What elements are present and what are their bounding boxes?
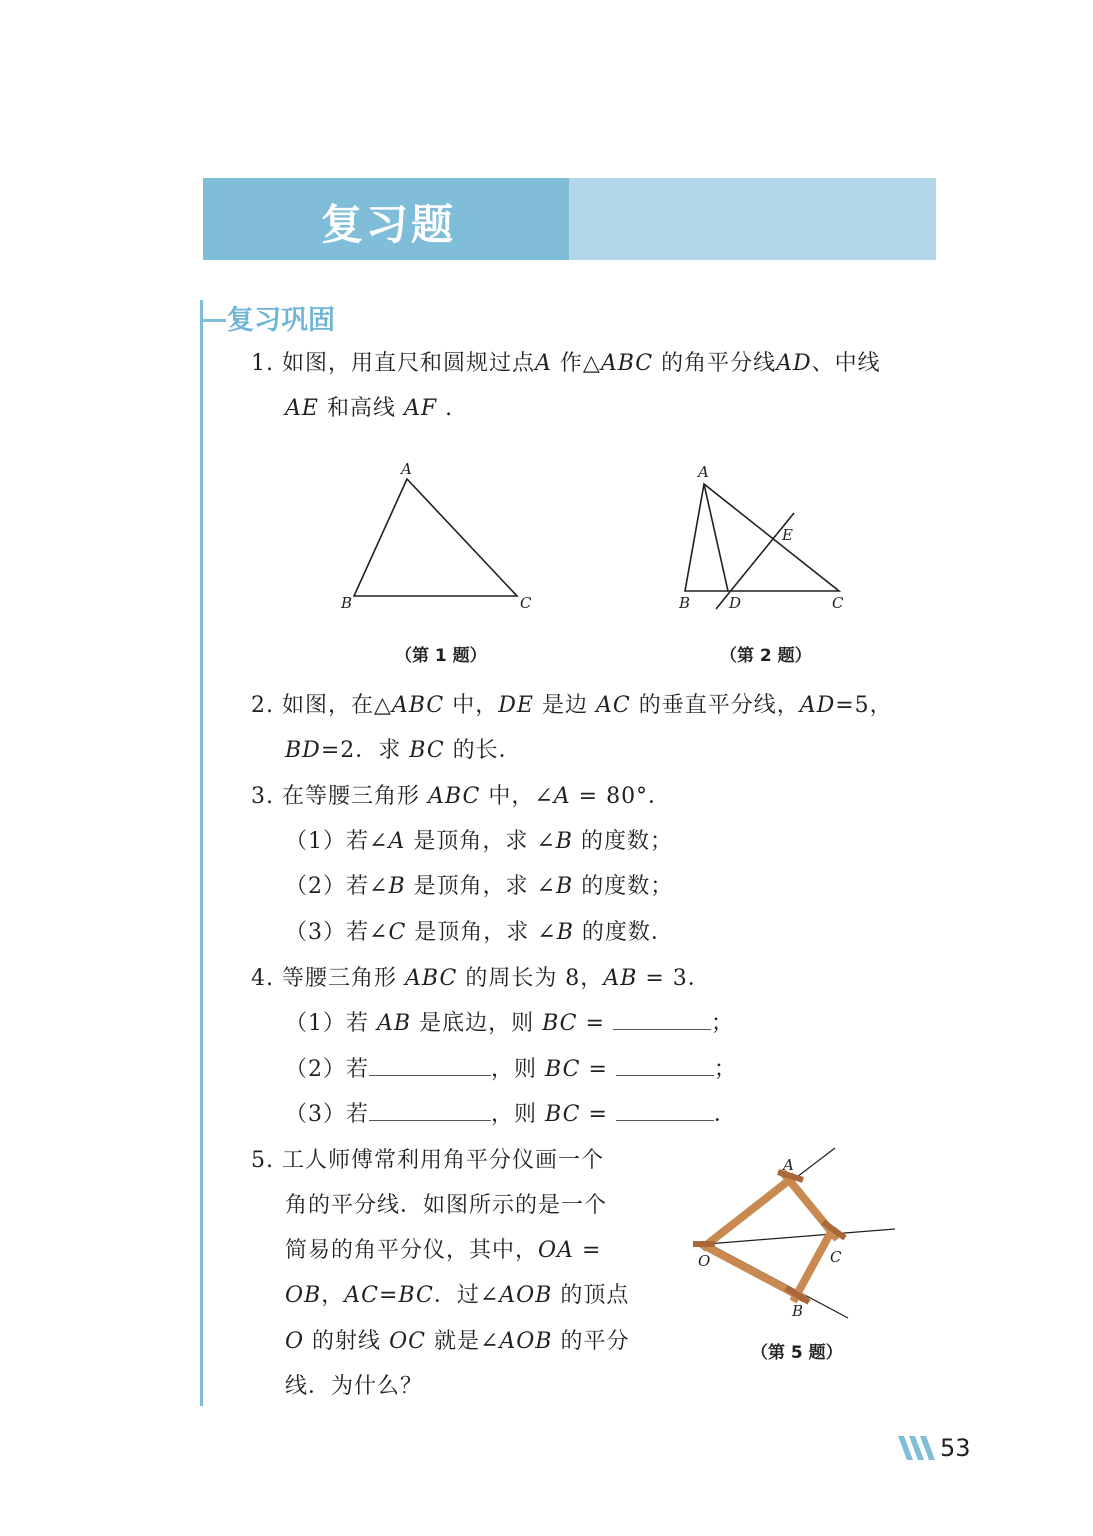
q2-math: AC (595, 693, 631, 718)
q1-triangle-abc: ABC (600, 351, 654, 376)
q2-text: =2．求 (320, 738, 402, 763)
q5-text: = (581, 1238, 602, 1263)
q4-text: ，则 (491, 1102, 538, 1127)
fig1-caption: （第 1 题） (395, 646, 487, 666)
q5-line-6 (285, 1372, 423, 1402)
q2-math: ABC (391, 693, 445, 718)
q1-text: 、中线 (811, 351, 881, 376)
q1-line-1 (251, 349, 881, 379)
fig1-label-b: B (341, 594, 353, 612)
q4-math: BC (542, 1011, 578, 1036)
q1-segment-af: AF (403, 396, 438, 421)
q3-math: B (556, 874, 574, 899)
q1-segment-ad: AD (776, 351, 812, 376)
q1-text: . (445, 396, 454, 421)
q1-segment-ae: AE (285, 396, 319, 421)
q2-math: BD (285, 738, 321, 763)
q5-text: 的顶点 (560, 1283, 630, 1308)
q3-text: （2）若∠ (285, 874, 389, 899)
q2-math: BC (409, 738, 445, 763)
q5-text: 简易的角平分仪，其中， (285, 1238, 539, 1263)
q3-text: 的度数． (581, 920, 674, 945)
q4-text: ； (713, 1057, 737, 1082)
q3-text: 的度数； (581, 874, 674, 899)
q4-math: BC (545, 1057, 581, 1082)
q5-line-5 (285, 1327, 629, 1357)
q3-text: 中，∠ (488, 784, 554, 809)
q5-math: BC (398, 1283, 434, 1308)
fig5-label-c: C (830, 1248, 842, 1266)
q5-text: 的射线 (312, 1329, 382, 1354)
q5-math: AC (344, 1283, 379, 1308)
q2-text: 中， (452, 693, 499, 718)
q4-number: 4. (251, 966, 274, 991)
fig1-label-c: C (520, 594, 532, 612)
banner-title: 复习题 (321, 200, 457, 249)
q5-text: = (378, 1283, 399, 1308)
fig5-wood-frame (693, 1172, 845, 1302)
section-vertical-rule (200, 300, 203, 1406)
q4-text: 等腰三角形 (282, 966, 398, 991)
q2-math: DE (498, 693, 534, 718)
q3-sub-3 (285, 918, 674, 948)
q3-text: 是顶角，求 ∠ (414, 920, 557, 945)
fig5-label-o: O (698, 1252, 711, 1270)
fig2-label-d: D (729, 594, 742, 612)
q3-math: A (388, 829, 406, 854)
q5-math: OB (285, 1283, 322, 1308)
q3-math: A (553, 784, 571, 809)
q4-text: （2）若 (285, 1057, 369, 1082)
fig2-label-b: B (679, 594, 691, 612)
q1-text: 的角平分线 (661, 351, 777, 376)
fig1-label-a: A (401, 460, 412, 478)
q1-number: 1. (251, 351, 274, 376)
q2-text: =5， (835, 693, 893, 718)
q2-line-2 (285, 736, 522, 766)
q5-math: OC (389, 1329, 426, 1354)
q3-math: B (388, 874, 406, 899)
q4-sub-2 (285, 1055, 737, 1085)
q4-math: AB (603, 966, 638, 991)
fig5-label-a: A (783, 1156, 794, 1174)
section-dash (200, 319, 226, 322)
q5-line-2 (285, 1191, 607, 1221)
q4-text: 是底边，则 (419, 1011, 535, 1036)
q3-line-1 (251, 782, 671, 812)
q4-text: ，则 (491, 1057, 538, 1082)
q3-math: ABC (428, 784, 481, 809)
q2-text: 如图，在△ (282, 693, 392, 718)
chapter-banner (203, 178, 936, 260)
section-title: 复习巩固 (227, 305, 335, 336)
q5-math: AOB (499, 1329, 553, 1354)
q4-text: ． (713, 1102, 737, 1127)
q1-point-a: A (535, 351, 552, 376)
figure-1 (330, 455, 540, 620)
q3-text: 在等腰三角形 (282, 784, 421, 809)
q2-line-1 (251, 691, 893, 721)
fig2-label-a: A (698, 463, 709, 481)
q4-text: ； (710, 1011, 734, 1036)
q1-text: 如图，用直尺和圆规过点 (282, 351, 536, 376)
q4-math: BC (545, 1102, 581, 1127)
q5-text: 角的平分线．如图所示的是一个 (285, 1193, 608, 1218)
q4-text: = (588, 1057, 608, 1082)
fig2-label-e: E (782, 526, 793, 544)
q2-number: 2. (251, 693, 274, 718)
q3-math: B (556, 920, 574, 945)
figure-2 (670, 460, 860, 625)
q5-text: ， (321, 1283, 345, 1308)
fig5-label-b: B (792, 1302, 804, 1320)
q4-line-1 (251, 964, 711, 994)
q5-text: 线．为什么？ (285, 1374, 424, 1399)
banner-light-block (569, 178, 936, 260)
q4-text: （1）若 (285, 1011, 369, 1036)
q2-text: 是边 (541, 693, 588, 718)
q4-condition-blank-3[interactable] (369, 1102, 491, 1121)
q5-text: 工人师傅常利用角平分仪画一个 (282, 1148, 605, 1173)
q4-sub-3 (285, 1100, 737, 1130)
section-heading (200, 298, 335, 337)
q5-math: OA (538, 1238, 574, 1263)
q3-number: 3. (251, 784, 274, 809)
q3-text: 是顶角，求 ∠ (413, 874, 557, 899)
q5-line-3 (285, 1236, 601, 1266)
q2-text: 的长． (452, 738, 522, 763)
page-number: 53 (940, 1434, 971, 1462)
q3-math: B (555, 829, 573, 854)
fig2-label-c: C (832, 594, 844, 612)
q4-math: ABC (405, 966, 458, 991)
q4-text: （3）若 (285, 1102, 369, 1127)
q5-number: 5. (251, 1148, 274, 1173)
figure-5 (685, 1140, 900, 1325)
q1-line-2 (285, 394, 453, 424)
q4-condition-blank-2[interactable] (369, 1057, 491, 1076)
q4-answer-blank-1[interactable] (613, 1011, 711, 1030)
fig2-caption: （第 2 题） (720, 646, 812, 666)
fig5-ray-oc (707, 1229, 895, 1244)
page-stripes-icon (898, 1436, 938, 1464)
q5-line-4 (285, 1281, 629, 1311)
q4-sub-1 (285, 1009, 734, 1039)
q3-text: 是顶角，求 ∠ (413, 829, 556, 854)
q5-text: 就是∠ (433, 1329, 500, 1354)
q4-answer-blank-3[interactable] (616, 1102, 714, 1121)
q5-text: ．过∠ (433, 1283, 500, 1308)
fig1-triangle (354, 479, 517, 596)
q3-math: C (388, 920, 407, 945)
q5-math: AOB (499, 1283, 553, 1308)
q3-sub-2 (285, 872, 673, 902)
q2-math: AD (799, 693, 836, 718)
q4-text: 的周长为 8， (465, 966, 604, 991)
q4-text: = (588, 1102, 608, 1127)
q3-text: （3）若∠ (285, 920, 389, 945)
fig5-caption: （第 5 题） (751, 1343, 843, 1363)
q3-text: （1）若∠ (285, 829, 389, 854)
q5-line-1 (251, 1146, 604, 1176)
q3-text: 的度数； (580, 829, 673, 854)
q2-text: 的垂直平分线， (638, 693, 800, 718)
q5-text: 的平分 (560, 1329, 630, 1354)
q5-math: O (285, 1329, 305, 1354)
q3-sub-1 (285, 827, 673, 857)
q3-text: = 80°． (578, 784, 672, 809)
q1-text: 和高线 (326, 396, 396, 421)
q4-answer-blank-2[interactable] (616, 1057, 714, 1076)
q4-text: = 3． (645, 966, 711, 991)
q4-text: = (585, 1011, 605, 1036)
q4-math: AB (377, 1011, 412, 1036)
q1-text: 作△ (559, 351, 601, 376)
